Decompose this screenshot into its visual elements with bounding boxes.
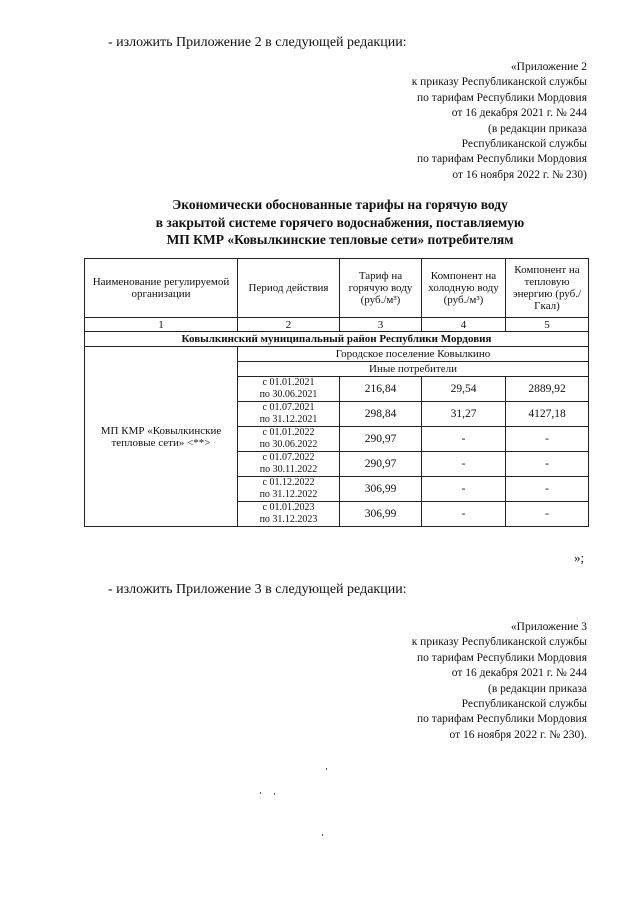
appendix-line: по тарифам Республики Мордовия — [417, 651, 587, 664]
period-to: по 30.06.2021 — [259, 389, 318, 400]
column-number: 5 — [506, 318, 589, 332]
organization-name: МП КМР «Ковылкинские тепловые сети» <**> — [85, 347, 238, 527]
appendix-2-reference — [412, 60, 587, 183]
appendix-line: к приказу Республиканской службы — [411, 636, 587, 649]
heat-energy-cell: 2889,92 — [506, 377, 589, 402]
scan-speck — [322, 834, 323, 836]
appendix-line: «Приложение 3 — [510, 621, 587, 633]
appendix-line: от 16 ноября 2022 г. № 230). — [449, 728, 587, 741]
tariff-cell: 306,99 — [340, 477, 422, 502]
appendix-line: по тарифам Республики Мордовия — [417, 91, 587, 104]
period-cell — [238, 427, 340, 452]
closing-quote: »; — [574, 550, 585, 565]
period-cell — [238, 452, 340, 477]
title-line: Экономически обоснованные тарифы на горячую воду — [172, 197, 508, 212]
period-from: с 01.12.2022 — [262, 477, 315, 488]
tariff-cell: 290,97 — [340, 452, 422, 477]
period-to: по 31.12.2023 — [259, 514, 318, 525]
appendix-line: к приказу Республиканской службы — [411, 76, 587, 89]
cold-water-cell: 29,54 — [422, 377, 506, 402]
appendix-line: от 16 ноября 2022 г. № 230) — [452, 168, 587, 181]
period-to: по 31.12.2022 — [259, 489, 318, 500]
period-to: по 31.12.2021 — [259, 414, 318, 425]
heat-energy-cell: - — [506, 427, 589, 452]
cold-water-cell: 31,27 — [422, 402, 506, 427]
header-tariff: Тариф на горячую воду (руб./м³) — [340, 259, 422, 318]
table-header-row — [85, 259, 589, 318]
consumers-label: Иные потребители — [238, 362, 589, 377]
scan-speck — [274, 793, 275, 795]
appendix-line: от 16 декабря 2021 г. № 244 — [451, 107, 587, 120]
column-number: 2 — [238, 318, 340, 332]
appendix-3-reference — [412, 620, 587, 743]
period-cell — [238, 377, 340, 402]
period-from: с 01.01.2023 — [262, 502, 315, 513]
document-title — [60, 196, 620, 249]
instruction-appendix-2: - изложить Приложение 2 в следующей редакции: — [108, 35, 407, 50]
period-from: с 01.01.2022 — [262, 427, 315, 438]
region-name: Ковылкинский муниципальный район Республики Мордовия — [85, 332, 589, 347]
period-to: по 30.06.2022 — [259, 439, 318, 450]
period-to: по 30.11.2022 — [259, 464, 318, 475]
instruction-appendix-3: - изложить Приложение 3 в следующей редакции: — [108, 582, 407, 597]
tariff-cell: 298,84 — [340, 402, 422, 427]
settlement-name: Городское поселение Ковылкино — [238, 347, 589, 362]
cold-water-cell: - — [422, 477, 506, 502]
column-number: 3 — [340, 318, 422, 332]
period-from: с 01.01.2021 — [262, 377, 315, 388]
tariff-cell: 216,84 — [340, 377, 422, 402]
cold-water-cell: - — [422, 502, 506, 527]
title-line: МП КМР «Ковылкинские тепловые сети» потребителям — [166, 232, 514, 247]
tariff-cell: 290,97 — [340, 427, 422, 452]
header-heat-energy: Компонент на тепловую энергию (руб./Гкал) — [506, 259, 589, 318]
scan-speck — [326, 768, 327, 770]
period-cell — [238, 402, 340, 427]
title-line: в закрытой системе горячего водоснабжения, поставляемую — [155, 214, 525, 230]
appendix-line: Республиканской службы — [461, 138, 587, 151]
appendix-line: по тарифам Республики Мордовия — [417, 153, 587, 166]
appendix-line: по тарифам Республики Мордовия — [417, 713, 587, 726]
column-number-row — [85, 318, 589, 332]
scan-speck — [260, 792, 261, 794]
period-cell — [238, 502, 340, 527]
column-number: 1 — [85, 318, 238, 332]
cold-water-cell: - — [422, 452, 506, 477]
appendix-line: (в редакции приказа — [488, 682, 587, 695]
appendix-line: от 16 декабря 2021 г. № 244 — [451, 667, 587, 680]
heat-energy-cell: 4127,18 — [506, 402, 589, 427]
region-row — [85, 332, 589, 347]
header-organization: Наименование регулируемой организации — [85, 259, 238, 318]
appendix-line: Республиканской службы — [461, 698, 587, 711]
header-period: Период действия — [238, 259, 340, 318]
appendix-line: «Приложение 2 — [510, 61, 587, 73]
header-cold-water: Компонент на холодную воду (руб./м³) — [422, 259, 506, 318]
tariff-table — [84, 258, 589, 527]
period-from: с 01.07.2021 — [262, 402, 315, 413]
cold-water-cell: - — [422, 427, 506, 452]
heat-energy-cell: - — [506, 502, 589, 527]
period-from: с 01.07.2022 — [262, 452, 315, 463]
tariff-cell: 306,99 — [340, 502, 422, 527]
column-number: 4 — [422, 318, 506, 332]
heat-energy-cell: - — [506, 452, 589, 477]
appendix-line: (в редакции приказа — [488, 122, 587, 135]
settlement-row — [85, 347, 589, 362]
period-cell — [238, 477, 340, 502]
heat-energy-cell: - — [506, 477, 589, 502]
